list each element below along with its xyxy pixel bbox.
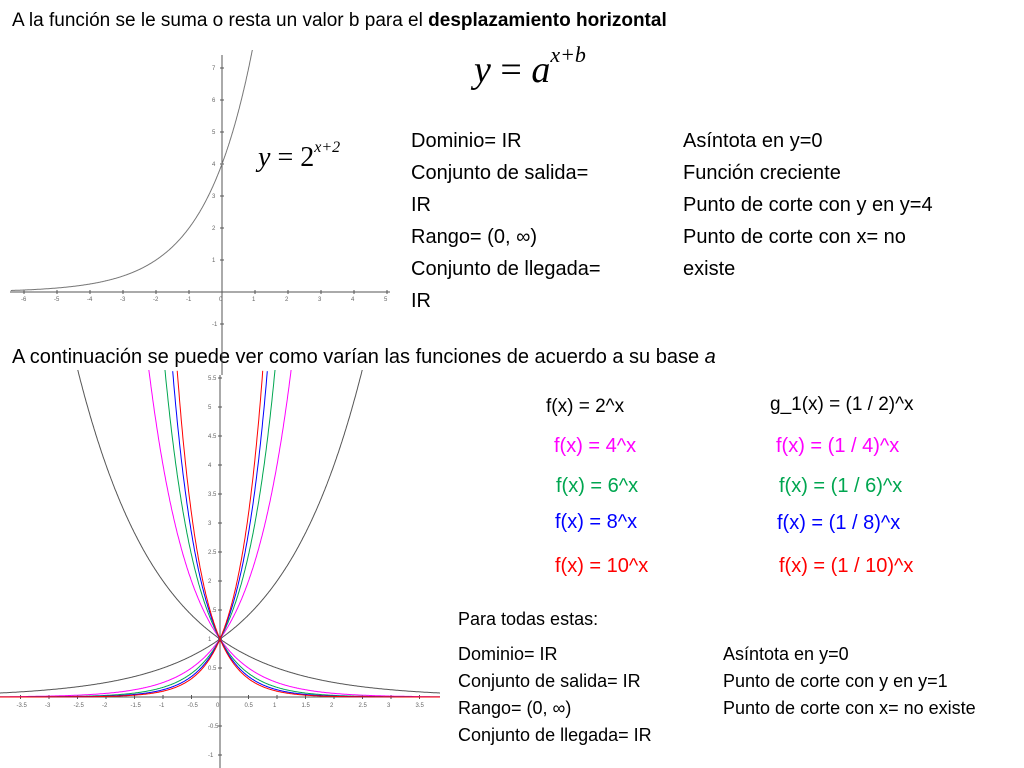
y-tick-label: 2 [212, 226, 216, 232]
section2-italic: a [704, 346, 716, 368]
x-tick-label: -4 [87, 297, 93, 303]
y-tick-label: -1 [208, 753, 214, 759]
x-tick-label: 1.5 [301, 703, 310, 709]
x-tick-label: 1 [273, 703, 277, 709]
formula-base: a [531, 49, 551, 91]
x-tick-label: 4 [351, 297, 355, 303]
prop-line: Conjunto de llegada= IR [458, 725, 652, 745]
all-props-right [723, 641, 1024, 722]
y-tick-label: 3 [208, 521, 212, 527]
y-tick-label: 2 [208, 579, 212, 585]
graph-shifted-exponential [10, 50, 395, 380]
title-text: A la función se le suma o resta un valor b para el [12, 10, 429, 31]
y-tick-label: -0.5 [208, 724, 219, 730]
prop-line: Rango= (0, ∞) [458, 698, 572, 718]
formula-lhs: y [474, 49, 491, 91]
x-tick-label: -5 [54, 297, 60, 303]
all-props-left [458, 641, 652, 749]
x-tick-label: 5 [384, 297, 388, 303]
x-tick-label: 2 [285, 297, 289, 303]
example-props-right [683, 125, 933, 285]
y-tick-label: 2.5 [208, 550, 217, 556]
prop-line: Asíntota en y=0 [683, 130, 823, 152]
prop-line: IR [411, 194, 431, 216]
label-4x: f(x) = 4^x [554, 435, 637, 457]
label-tenth-x: f(x) = (1 / 10)^x [779, 555, 914, 577]
y-tick-label: 7 [212, 66, 216, 72]
section2-text: A continuación se puede ver como varían las funciones de acuerdo a su base [12, 346, 705, 368]
y-tick-label: 6 [212, 98, 216, 104]
y-tick-label: -1 [212, 322, 218, 328]
prop-line: Punto de corte con x= no [683, 226, 906, 248]
prop-line: Conjunto de salida= [411, 162, 589, 184]
label-quarter-x: f(x) = (1 / 4)^x [776, 435, 900, 457]
label-6x: f(x) = 6^x [556, 475, 639, 497]
prop-line: Rango= (0, ∞) [411, 226, 537, 248]
all-props-heading: Para todas estas: [458, 609, 599, 629]
graph-exponential-bases [0, 370, 440, 768]
y-tick-label: 5.5 [208, 376, 217, 382]
y-tick-label: 1 [208, 637, 212, 643]
y-tick-label: 3 [212, 194, 216, 200]
prop-line: IR [411, 290, 431, 312]
y-tick-label: 0.5 [208, 666, 217, 672]
x-tick-label: 3 [318, 297, 322, 303]
y-tick-label: 4 [208, 463, 212, 469]
label-2x: f(x) = 2^x [546, 396, 625, 417]
x-tick-label: 0 [219, 297, 223, 303]
x-tick-label: -2 [153, 297, 159, 303]
curve-10-pow-x [0, 371, 263, 697]
example-base: 2 [300, 142, 315, 173]
label-8x: f(x) = 8^x [555, 511, 638, 533]
prop-line: Asíntota en y=0 [723, 644, 849, 664]
x-tick-label: 2.5 [358, 703, 367, 709]
x-tick-label: 2 [330, 703, 334, 709]
y-tick-label: 1.5 [208, 608, 217, 614]
formula-eq: = [500, 49, 522, 91]
prop-line: Dominio= IR [458, 644, 558, 664]
x-tick-label: -6 [21, 297, 27, 303]
prop-line: existe [683, 258, 736, 280]
page-title [12, 10, 667, 32]
prop-line: Conjunto de llegada= [411, 258, 601, 280]
prop-line: Punto de corte con y en y=4 [683, 194, 933, 216]
prop-line: Dominio= IR [411, 130, 522, 152]
x-tick-label: -3 [120, 297, 126, 303]
x-tick-label: -3.5 [16, 703, 27, 709]
x-tick-label: -2.5 [73, 703, 84, 709]
y-tick-label: 5 [212, 130, 216, 136]
x-tick-label: -0.5 [187, 703, 198, 709]
example-eq: = [277, 142, 294, 173]
formula-exponent: x+b [550, 42, 586, 68]
prop-line: Conjunto de salida= IR [458, 671, 641, 691]
x-tick-label: -3 [45, 703, 51, 709]
example-exponent: x+2 [314, 138, 341, 156]
curve-2-pow-x-plus-2 [11, 50, 253, 291]
prop-line: Punto de corte con y en y=1 [723, 671, 948, 691]
prop-line: Punto de corte con x= no existe [723, 698, 976, 718]
x-tick-label: -1 [159, 703, 165, 709]
example-props-left [411, 125, 601, 317]
example-lhs: y [258, 142, 271, 173]
x-tick-label: -1 [186, 297, 192, 303]
x-tick-label: 1 [252, 297, 256, 303]
x-tick-label: 3.5 [415, 703, 424, 709]
curve-1-over-10-pow-x [177, 371, 440, 697]
x-tick-label: 0.5 [244, 703, 253, 709]
y-tick-label: 1 [212, 258, 216, 264]
curve-4-pow-x [0, 370, 291, 697]
x-tick-label: -2 [102, 703, 108, 709]
y-tick-label: 3.5 [208, 492, 217, 498]
y-tick-label: 5 [208, 405, 212, 411]
x-tick-label: -1.5 [130, 703, 141, 709]
x-tick-label: 3 [387, 703, 391, 709]
title-bold: desplazamiento horizontal [428, 10, 667, 31]
label-sixth-x: f(x) = (1 / 6)^x [779, 475, 903, 497]
x-tick-label: 0 [216, 703, 220, 709]
curve-1-over-4-pow-x [149, 370, 440, 697]
y-tick-label: 4 [212, 162, 216, 168]
label-10x: f(x) = 10^x [555, 555, 649, 577]
prop-line: Función creciente [683, 162, 841, 184]
y-tick-label: 4.5 [208, 434, 217, 440]
label-eighth-x: f(x) = (1 / 8)^x [777, 512, 901, 534]
general-formula [474, 42, 586, 92]
label-half-x: g_1(x) = (1 / 2)^x [770, 394, 914, 415]
